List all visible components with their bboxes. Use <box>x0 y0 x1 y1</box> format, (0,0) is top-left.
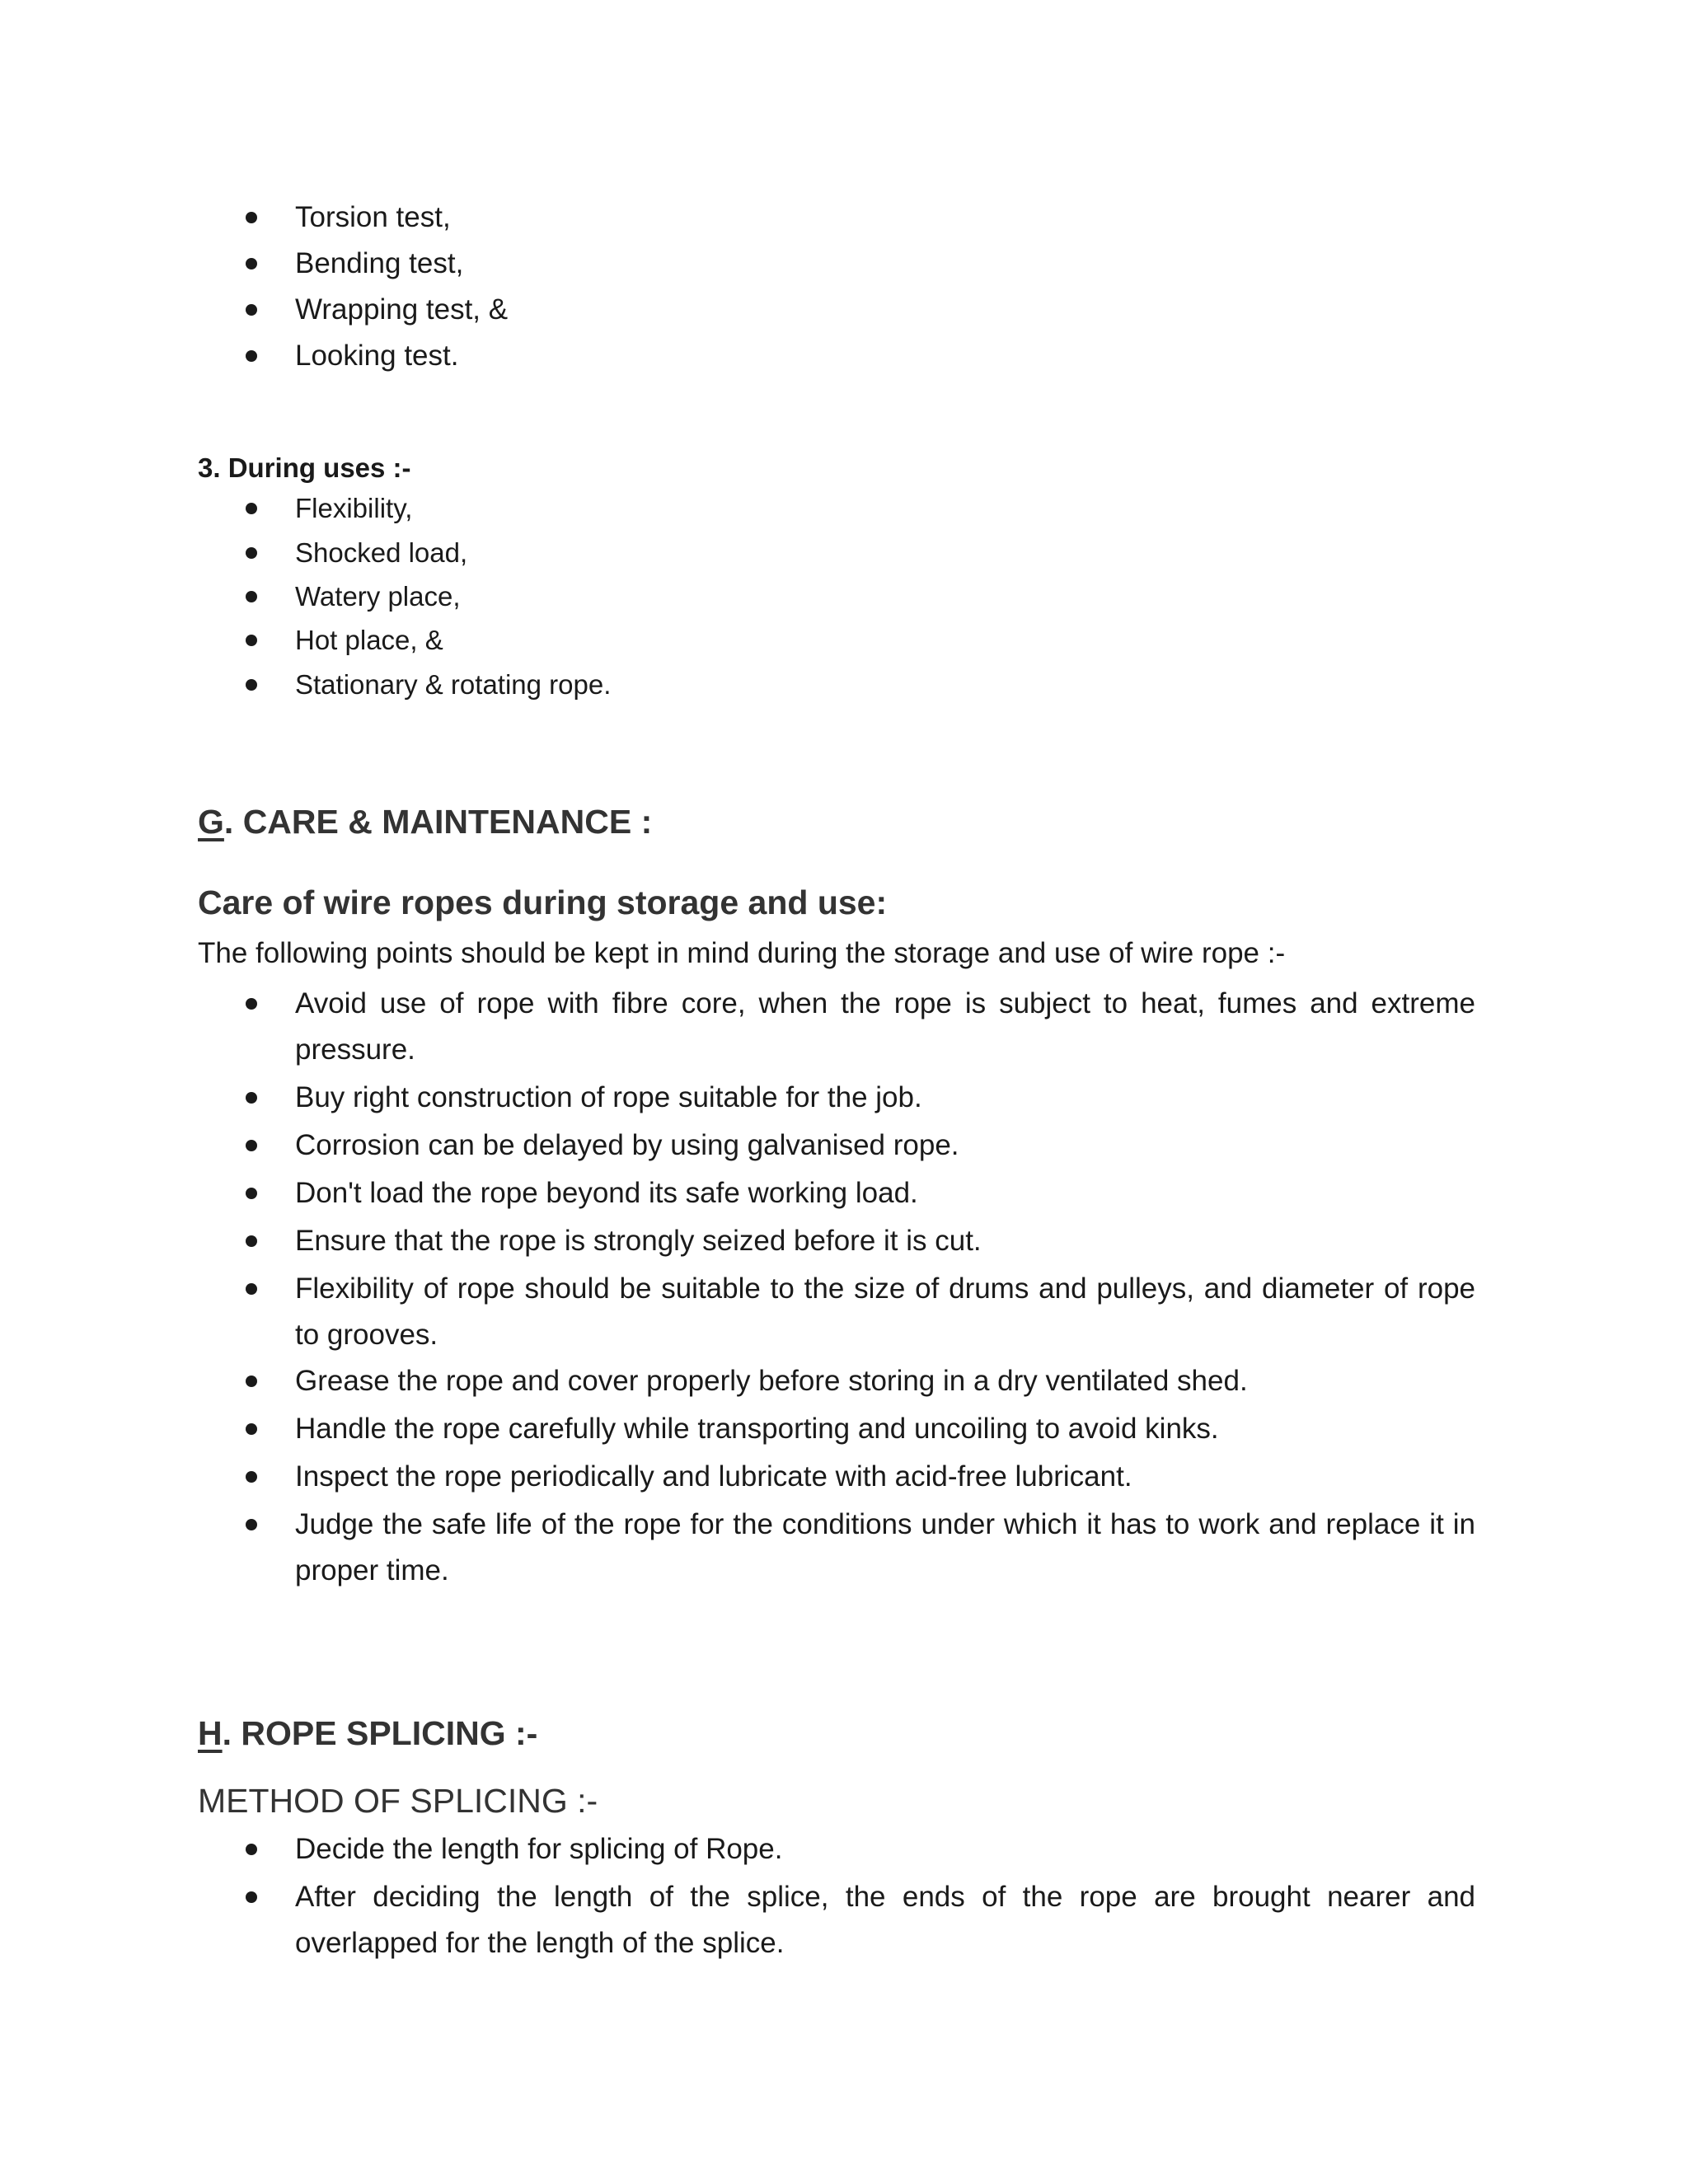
list-item-text: Flexibility, <box>295 493 413 523</box>
bullet-icon <box>246 1188 257 1199</box>
list-item-text: Bending test, <box>295 247 464 279</box>
list-item-text: Decide the length for splicing of Rope. <box>295 1833 783 1865</box>
section-h-heading <box>198 1713 537 1754</box>
list-item-text: Corrosion can be delayed by using galvanised rope. <box>295 1129 959 1161</box>
list-item-text: Avoid use of rope with fibre core, when the rope is subject to heat, fumes and extreme pressure. <box>295 987 1475 1066</box>
list-item-text: Shocked load, <box>295 537 468 568</box>
bullet-icon <box>246 1519 257 1530</box>
during-uses-heading: 3. During uses :- <box>198 452 411 483</box>
list-item-text: Buy right construction of rope suitable for the job. <box>295 1081 922 1113</box>
bullet-icon <box>246 679 257 691</box>
bullet-icon <box>246 591 257 602</box>
bullet-icon <box>246 1891 257 1903</box>
list-item-text: Flexibility of rope should be suitable to the size of drums and pulleys, and diameter of rope to grooves. <box>295 1272 1475 1351</box>
bullet-icon <box>246 635 257 646</box>
list-item-text: Hot place, & <box>295 625 443 655</box>
list-item-text: Inspect the rope periodically and lubricate with acid-free lubricant. <box>295 1460 1132 1493</box>
list-item-text: Don't load the rope beyond its safe working load. <box>295 1177 918 1209</box>
section-h-letter: H <box>198 1714 223 1752</box>
care-subheading: Care of wire ropes during storage and use: <box>198 883 888 921</box>
bullet-icon <box>246 304 257 316</box>
bullet-icon <box>246 547 257 559</box>
bullet-icon <box>246 503 257 514</box>
section-g-title: . CARE & MAINTENANCE : <box>223 803 653 841</box>
bullet-icon <box>246 1235 257 1247</box>
bullet-icon <box>246 350 257 362</box>
bullet-icon <box>246 1092 257 1104</box>
list-item-text: Ensure that the rope is strongly seized before it is cut. <box>295 1225 982 1257</box>
list-item-text: Looking test. <box>295 340 459 372</box>
bullet-icon <box>246 258 257 269</box>
list-item-text: Handle the rope carefully while transporting and uncoiling to avoid kinks. <box>295 1413 1219 1445</box>
method-heading: METHOD OF SPLICING :- <box>198 1782 598 1820</box>
bullet-icon <box>246 1471 257 1483</box>
bullet-icon <box>246 1423 257 1435</box>
list-item-text: Grease the rope and cover properly before storing in a dry ventilated shed. <box>295 1365 1248 1397</box>
bullet-icon <box>246 1844 257 1855</box>
bullet-icon <box>246 998 257 1010</box>
section-h-title: . ROPE SPLICING :- <box>222 1714 538 1752</box>
bullet-icon <box>246 1376 257 1387</box>
bullet-icon <box>246 212 257 223</box>
list-item-text: Watery place, <box>295 581 461 612</box>
list-item-text: Torsion test, <box>295 201 451 233</box>
list-item-text: Judge the safe life of the rope for the conditions under which it has to work and replace it in proper time. <box>295 1508 1475 1586</box>
list-item-text: Stationary & rotating rope. <box>295 669 612 700</box>
bullet-icon <box>246 1140 257 1151</box>
section-g-letter: G <box>198 803 224 841</box>
section-g-heading <box>198 801 652 842</box>
list-item-text: Wrapping test, & <box>295 293 509 326</box>
care-intro: The following points should be kept in mind during the storage and use of wire rope :- <box>198 937 1286 969</box>
list-item-text: After deciding the length of the splice, the ends of the rope are brought nearer and overlapped for the length of the splice. <box>295 1881 1475 1959</box>
bullet-icon <box>246 1283 257 1295</box>
